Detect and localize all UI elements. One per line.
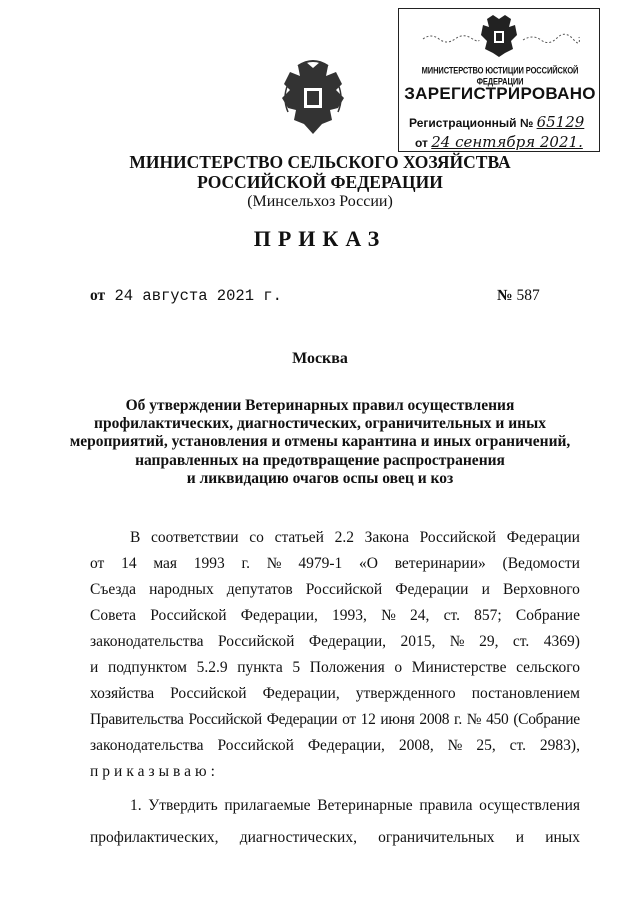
word: народных bbox=[149, 581, 214, 598]
stamp-registered: ЗАРЕГИСТРИРОВАНО bbox=[404, 84, 596, 103]
word: сельского bbox=[516, 659, 580, 676]
word: № bbox=[266, 555, 282, 572]
word: 5 bbox=[292, 659, 301, 676]
ministry-line-1: МИНИСТЕРСТВО СЕЛЬСКОГО ХОЗЯЙСТВА bbox=[129, 152, 511, 172]
word: Российской bbox=[170, 685, 247, 702]
stamp-reg-number bbox=[409, 113, 584, 131]
registration-stamp bbox=[398, 8, 600, 152]
ministry-line-2: РОССИЙСКОЙ ФЕДЕРАЦИИ bbox=[197, 172, 443, 192]
number-label: № bbox=[497, 287, 513, 304]
word: Закона bbox=[364, 529, 409, 546]
word: 12 bbox=[360, 711, 376, 728]
word: 25, bbox=[476, 737, 496, 754]
word: прилагаемые bbox=[224, 797, 311, 814]
word: № bbox=[447, 737, 463, 754]
body-line bbox=[90, 551, 580, 577]
stamp-reg-date bbox=[415, 133, 583, 151]
scribble-mark bbox=[521, 31, 581, 45]
word: Российской bbox=[217, 737, 294, 754]
word: соответствии bbox=[151, 529, 239, 546]
word: ст. bbox=[509, 737, 526, 754]
word: ст. bbox=[512, 633, 530, 650]
word: от bbox=[90, 555, 105, 572]
word: 450 bbox=[486, 711, 509, 728]
word: Собрание bbox=[515, 607, 580, 624]
word: депутатов bbox=[226, 581, 293, 598]
word: 2008, bbox=[398, 737, 434, 754]
word: 4979-1 bbox=[298, 555, 343, 572]
word: 857; bbox=[474, 607, 502, 624]
word: 2983), bbox=[539, 737, 580, 754]
body-line bbox=[90, 825, 580, 851]
word: ограничительных bbox=[378, 829, 495, 846]
body-line bbox=[90, 603, 580, 629]
word: законодательства bbox=[90, 737, 204, 754]
body-line bbox=[90, 707, 580, 733]
number-value: 587 bbox=[516, 287, 540, 304]
word: 14 bbox=[121, 555, 137, 572]
word: Положения bbox=[309, 659, 385, 676]
word: 5.2.9 bbox=[196, 659, 228, 676]
word: 2.2 bbox=[334, 529, 354, 546]
word: пункта bbox=[237, 659, 283, 676]
word: г. bbox=[241, 555, 251, 572]
word: ст. bbox=[443, 607, 460, 624]
stamp-reg-number-value: 65129 bbox=[536, 113, 585, 131]
document-type: ПРИКАЗ bbox=[253, 226, 387, 251]
body-line bbox=[90, 629, 580, 655]
title-line: мероприятий, установления и отмены карантина и иных ограничений, bbox=[69, 433, 571, 451]
ministry-name bbox=[120, 152, 520, 192]
word: Федерации bbox=[395, 581, 469, 598]
word: «О bbox=[359, 555, 378, 572]
word: и bbox=[90, 659, 99, 676]
word: Российской bbox=[218, 633, 295, 650]
word: 1993 bbox=[193, 555, 225, 572]
word: Российской bbox=[305, 581, 383, 598]
scribble-mark bbox=[421, 31, 481, 45]
city: Москва bbox=[292, 350, 348, 367]
word: г. bbox=[454, 711, 462, 728]
body-line bbox=[90, 793, 580, 819]
word: 2008 bbox=[419, 711, 450, 728]
word: Ветеринарные bbox=[317, 797, 413, 814]
order-body bbox=[90, 525, 580, 851]
word: Федерации bbox=[266, 711, 338, 728]
word: Российской bbox=[150, 607, 227, 624]
word: постановлением bbox=[471, 685, 580, 702]
body-line bbox=[90, 733, 580, 759]
stamp-reg-label: Регистрационный № bbox=[409, 116, 534, 130]
word: Верховного bbox=[502, 581, 580, 598]
word: № bbox=[449, 633, 465, 650]
word: иных bbox=[545, 829, 580, 846]
word: Федерации, bbox=[262, 685, 340, 702]
word: и bbox=[515, 829, 524, 846]
word: (Ведомости bbox=[502, 555, 580, 572]
word: 4369) bbox=[543, 633, 580, 650]
stamp-organization: МИНИСТЕРСТВО ЮСТИЦИИ РОССИЙСКОЙ ФЕДЕРАЦИИ bbox=[421, 65, 579, 87]
word: Федерации bbox=[506, 529, 580, 546]
title-line: профилактических, диагностических, ограничительных и иных bbox=[94, 415, 546, 433]
word: 24, bbox=[410, 607, 430, 624]
word: 1. bbox=[130, 797, 142, 814]
word: хозяйства bbox=[90, 685, 155, 702]
word: диагностических, bbox=[239, 829, 357, 846]
word: со bbox=[249, 529, 264, 546]
title-line: направленных на предотвращение распространения bbox=[135, 451, 505, 469]
word: В bbox=[130, 529, 141, 546]
word: Министерстве bbox=[411, 659, 507, 676]
title-line: Об утверждении Ветеринарных правил осуществления bbox=[125, 397, 515, 414]
body-line bbox=[90, 681, 580, 707]
word: Утвердить bbox=[148, 797, 218, 814]
body-line bbox=[90, 525, 580, 551]
word: 29, bbox=[479, 633, 499, 650]
word: профилактических, bbox=[90, 829, 219, 846]
order-number bbox=[497, 287, 540, 305]
order-title bbox=[60, 397, 580, 488]
word: Съезда bbox=[90, 581, 137, 598]
word: Правительства bbox=[90, 711, 184, 728]
title-line: и ликвидацию очагов оспы овец и коз bbox=[186, 469, 454, 487]
word: № bbox=[466, 711, 482, 728]
word: от bbox=[342, 711, 356, 728]
word: 1993, bbox=[332, 607, 367, 624]
word: (Собрание bbox=[513, 711, 580, 728]
word: мая bbox=[153, 555, 178, 572]
date-value: 24 августа 2021 г. bbox=[114, 287, 282, 305]
word: и bbox=[481, 581, 490, 598]
stamp-date-label: от bbox=[415, 136, 428, 150]
word: о bbox=[394, 659, 403, 676]
date-prefix: от bbox=[90, 287, 106, 304]
body-line: приказываю: bbox=[90, 763, 219, 780]
order-date bbox=[90, 287, 282, 305]
word: Российской bbox=[419, 529, 497, 546]
coat-of-arms-icon bbox=[278, 58, 348, 138]
word: Федерации, bbox=[308, 633, 386, 650]
stamp-date-value: 24 сентября 2021. bbox=[431, 133, 583, 151]
body-line bbox=[90, 577, 580, 603]
word: № bbox=[381, 607, 396, 624]
word: 2015, bbox=[400, 633, 436, 650]
word: июня bbox=[380, 711, 415, 728]
word: Федерации, bbox=[307, 737, 385, 754]
word: Совета bbox=[90, 607, 137, 624]
word: статьей bbox=[274, 529, 324, 546]
ministry-short-name: (Минсельхоз России) bbox=[247, 193, 393, 210]
word: Федерации, bbox=[240, 607, 318, 624]
word: ветеринарии» bbox=[394, 555, 486, 572]
body-line bbox=[90, 655, 580, 681]
word: подпунктом bbox=[107, 659, 187, 676]
word: утвержденного bbox=[355, 685, 456, 702]
word: законодательства bbox=[90, 633, 204, 650]
word: правила bbox=[419, 797, 473, 814]
word: осуществления bbox=[479, 797, 580, 814]
small-emblem-icon bbox=[479, 13, 519, 59]
word: Российской bbox=[188, 711, 262, 728]
